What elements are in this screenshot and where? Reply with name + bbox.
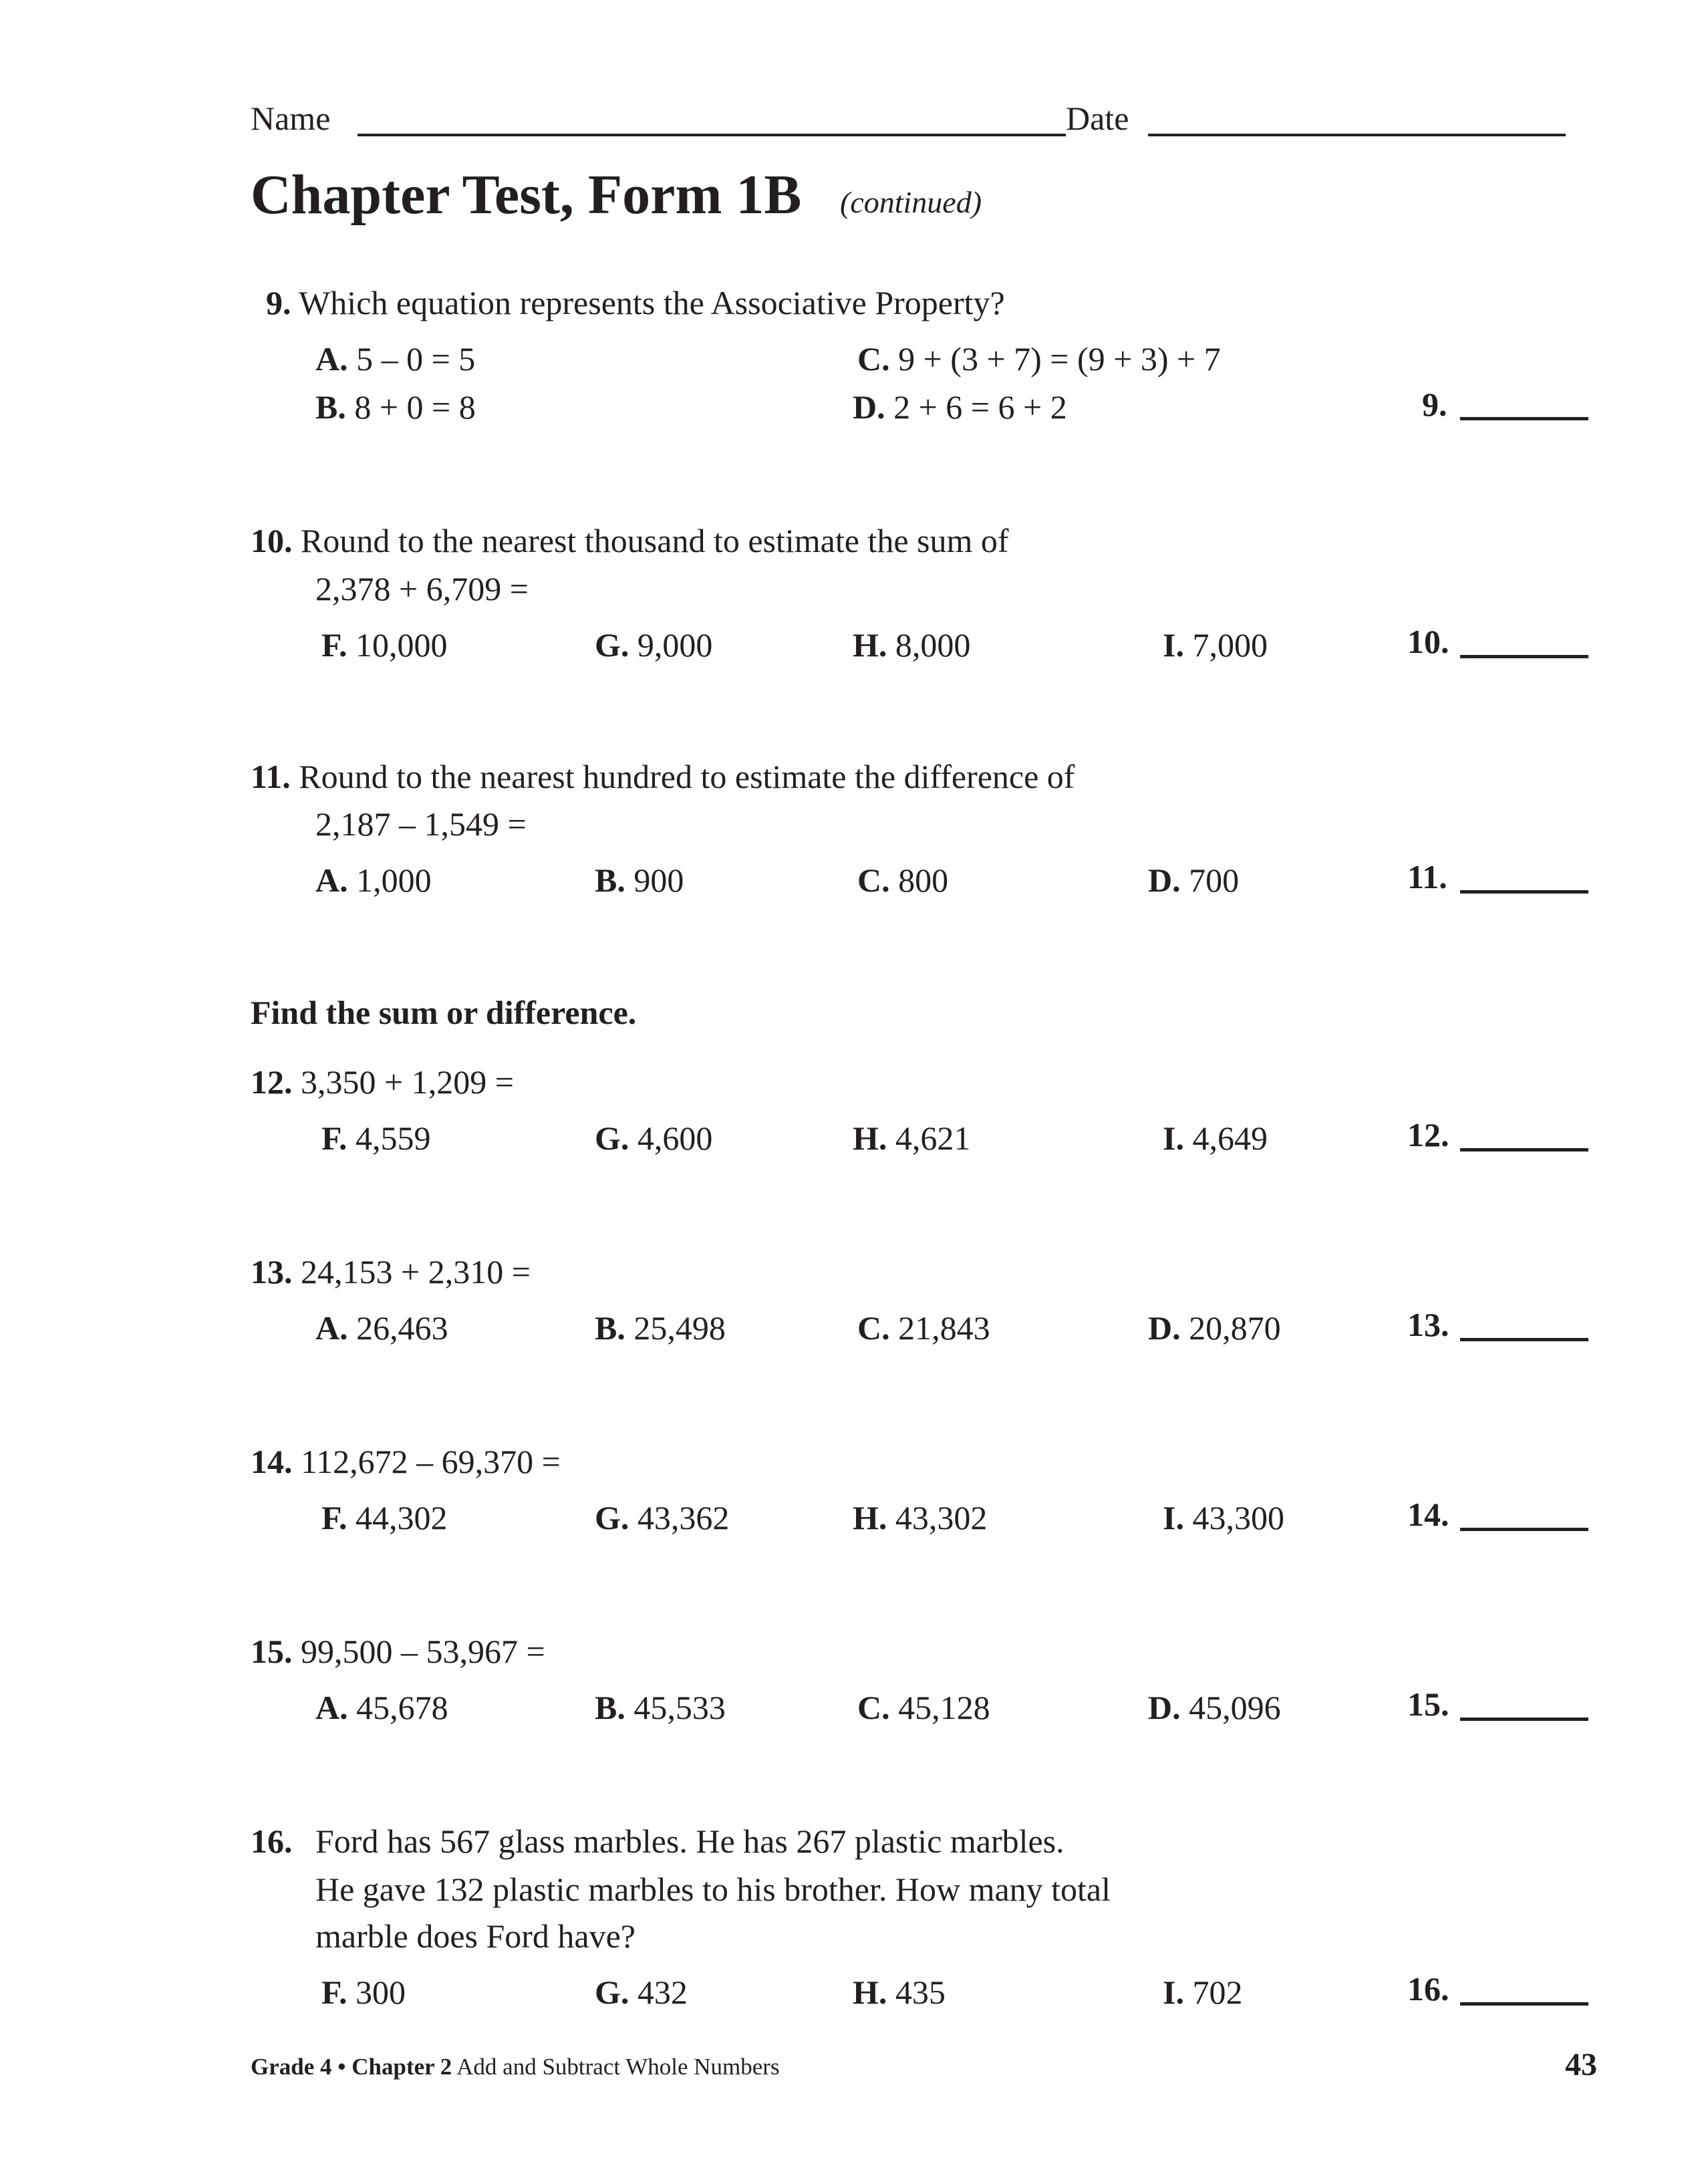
name-field[interactable] (358, 134, 1066, 136)
question-text: 3,350 + 1,209 = (301, 1063, 514, 1101)
footer-grade: Grade 4 • Chapter 2 (251, 2054, 452, 2080)
name-label: Name (251, 100, 331, 137)
choice-h[interactable]: H. 43,302 (853, 1499, 988, 1536)
question-number: 15. (251, 1633, 293, 1670)
question-text: Round to the nearest hundred to estimate the difference of (299, 758, 1075, 795)
answer-label: 12. (1407, 1116, 1449, 1153)
choice-a[interactable]: A. 26,463 (315, 1309, 448, 1347)
answer-label: 13. (1407, 1306, 1449, 1343)
choice-a[interactable]: A. 1,000 (315, 861, 432, 899)
choice-d[interactable]: D. 45,096 (1148, 1689, 1281, 1726)
question-text: Which equation represents the Associative Property? (299, 284, 1005, 321)
question-text: Round to the nearest thousand to estimate the sum of (301, 522, 1009, 559)
date-field[interactable] (1148, 134, 1566, 136)
answer-blank[interactable] (1460, 1148, 1588, 1151)
choice-f[interactable]: F. 300 (321, 1973, 406, 2011)
question-text: Ford has 567 glass marbles. He has 267 plastic marbles. (315, 1822, 1064, 1860)
question-number: 11. (251, 758, 291, 795)
choice-f[interactable]: F. 4,559 (321, 1119, 431, 1157)
answer-label: 9. (1422, 386, 1447, 423)
question-text-line2: He gave 132 plastic marbles to his brother. How many total (315, 1871, 1111, 1908)
choice-a[interactable]: A. 5 – 0 = 5 (315, 340, 476, 378)
question-text: 24,153 + 2,310 = (301, 1253, 531, 1290)
answer-blank[interactable] (1460, 655, 1588, 658)
choice-b[interactable]: B. 900 (595, 861, 684, 899)
answer-label: 15. (1407, 1685, 1449, 1723)
answer-blank[interactable] (1460, 1338, 1588, 1341)
choice-i[interactable]: I. 4,649 (1163, 1119, 1268, 1157)
answer-label: 14. (1407, 1496, 1449, 1533)
answer-blank[interactable] (1460, 890, 1588, 894)
choice-c[interactable]: C. 21,843 (857, 1309, 990, 1347)
answer-label: 16. (1407, 1970, 1449, 2008)
choice-f[interactable]: F. 44,302 (321, 1499, 448, 1536)
choice-c[interactable]: C. 9 + (3 + 7) = (9 + 3) + 7 (857, 340, 1221, 378)
choice-b[interactable]: B. 25,498 (595, 1309, 726, 1347)
choice-i[interactable]: I. 7,000 (1163, 626, 1268, 664)
answer-blank[interactable] (1460, 1528, 1588, 1531)
date-label: Date (1066, 100, 1129, 137)
question-text: 112,672 – 69,370 = (301, 1443, 561, 1480)
choice-h[interactable]: H. 4,621 (853, 1119, 971, 1157)
choice-g[interactable]: G. 9,000 (595, 626, 713, 664)
question-number: 12. (251, 1063, 293, 1101)
choice-g[interactable]: G. 432 (595, 1973, 688, 2011)
question-number: 16. (251, 1822, 293, 1860)
question-number: 13. (251, 1253, 293, 1290)
choice-g[interactable]: G. 4,600 (595, 1119, 713, 1157)
choice-g[interactable]: G. 43,362 (595, 1499, 730, 1536)
footer-subject: Add and Subtract Whole Numbers (456, 2054, 780, 2080)
choice-i[interactable]: I. 702 (1163, 1973, 1243, 2011)
section-heading: Find the sum or difference. (251, 994, 637, 1031)
choice-d[interactable]: D. 700 (1148, 861, 1240, 899)
continued-note: (continued) (840, 185, 982, 219)
footer (251, 2055, 780, 2078)
choice-i[interactable]: I. 43,300 (1163, 1499, 1284, 1536)
choice-h[interactable]: H. 435 (853, 1973, 946, 2011)
choice-c[interactable]: C. 45,128 (857, 1689, 990, 1726)
choice-a[interactable]: A. 45,678 (315, 1689, 448, 1726)
question-number: 10. (251, 522, 293, 559)
answer-label: 10. (1407, 623, 1449, 660)
question-text-line3: marble does Ford have? (315, 1917, 636, 1955)
page-number: 43 (1565, 2047, 1597, 2082)
page-title: Chapter Test, Form 1B (251, 164, 802, 226)
answer-label: 11. (1407, 858, 1447, 896)
choice-d[interactable]: D. 2 + 6 = 6 + 2 (853, 388, 1067, 426)
choice-h[interactable]: H. 8,000 (853, 626, 971, 664)
answer-blank[interactable] (1460, 417, 1588, 420)
choice-f[interactable]: F. 10,000 (321, 626, 448, 664)
question-number: 14. (251, 1443, 293, 1480)
question-text-line2: 2,187 – 1,549 = (315, 805, 527, 843)
question-text: 99,500 – 53,967 = (301, 1633, 545, 1670)
choice-d[interactable]: D. 20,870 (1148, 1309, 1281, 1347)
choice-b[interactable]: B. 8 + 0 = 8 (315, 388, 476, 426)
question-text-line2: 2,378 + 6,709 = (315, 570, 529, 607)
question-number: 9. (266, 284, 291, 321)
answer-blank[interactable] (1460, 2002, 1588, 2006)
choice-b[interactable]: B. 45,533 (595, 1689, 726, 1726)
choice-c[interactable]: C. 800 (857, 861, 949, 899)
answer-blank[interactable] (1460, 1718, 1588, 1721)
